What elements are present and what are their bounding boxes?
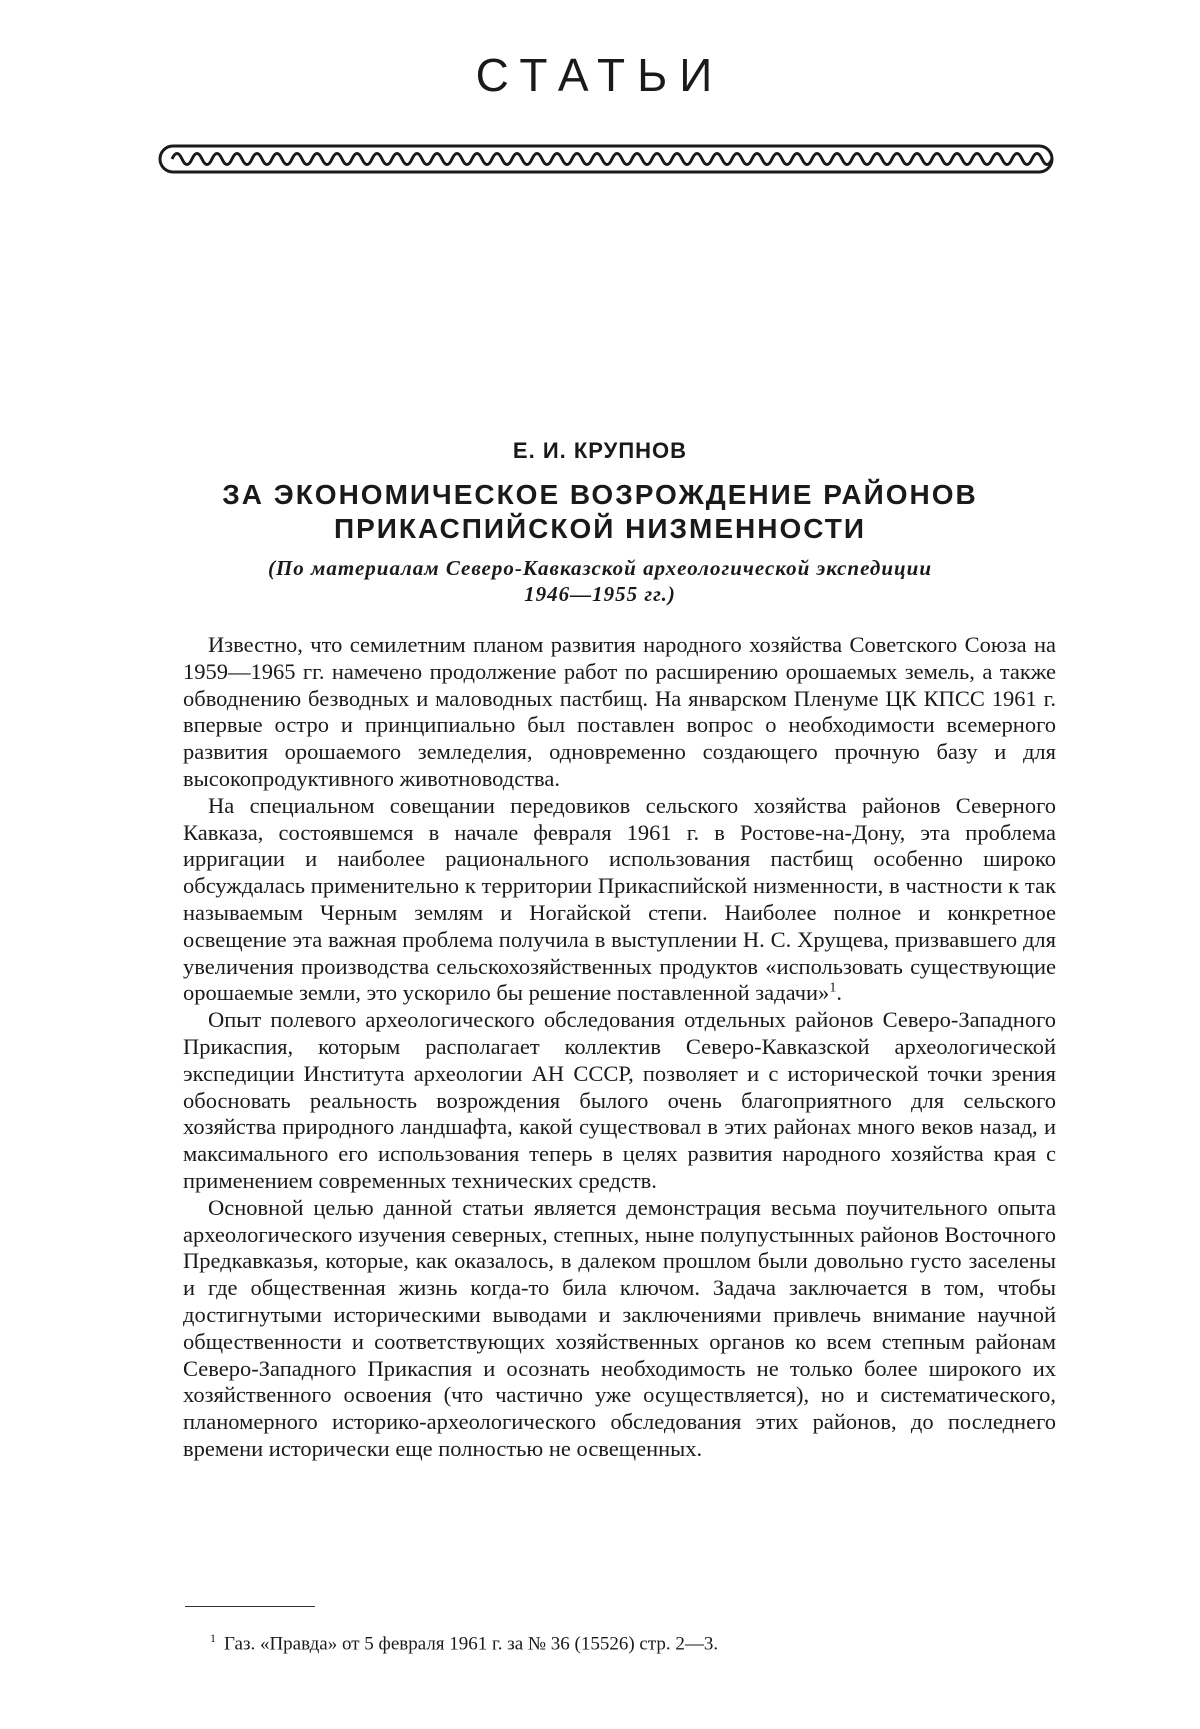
article-title — [0, 478, 1200, 546]
ornamental-divider — [158, 142, 1054, 176]
footnote-separator — [185, 1606, 315, 1607]
footnote-number: 1 — [210, 1631, 216, 1645]
article-author: Е. И. КРУПНОВ — [512, 438, 688, 463]
footnote-reference: 1 — [829, 980, 837, 996]
article-subtitle-line-2: 1946—1955 гг.) — [524, 582, 676, 606]
article-title-line-2: ПРИКАСПИЙСКОЙ НИЗМЕННОСТИ — [334, 513, 866, 544]
paragraph-2: На специальном совещании передовиков сельского хозяйства районов Северного Кавказа, состоявшемся в начале февраля 1961 г. в Ростове-на-Дону, эта проблема ирригации и наиболее рационального использования пастбищ особенно широко обсуждалась применительно к территории Прикаспийской низменности, в частности к так называемым Черным землям и Ногайской степи. Наиболее полное и конкретное освещение эта важная проблема получила в выступлении Н. С. Хрущева, призвавшего для увеличения производства сельскохозяйственных продуктов «использовать существующие орошаемые земли, это ускорило бы решение поставленной задачи»$^1$. — [183, 792, 1056, 1006]
paragraph-3: Опыт полевого археологического обследования отдельных районов Северо-Западного Прикаспия, которым располагает коллектив Северо-Кавказской археологической экспедиции Института археологии АН СССР, позволяет и с исторической точки зрения обосновать реальность возрождения былого очень благоприятного для сельского хозяйства природного ландшафта, какой существовал в этих районах много веков назад, и максимального его использования теперь в целях развития народного хозяйства края с применением современных технических средств. — [183, 1007, 1056, 1193]
article-subtitle-line-1: (По материалам Северо-Кавказской археологической экспедиции — [267, 556, 933, 580]
article-body — [183, 632, 1056, 1463]
footnote-text: Газ. «Правда» от 5 февраля 1961 г. за № 36 (15526) стр. 2—3. — [224, 1633, 719, 1655]
paragraph-2-text: На специальном совещании передовиков сельского хозяйства районов Северного Кавказа, состоявшемся в начале февраля 1961 г. в Ростове-на-Дону, эта проблема ирригации и наиболее рационального использования пастбищ особенно широко обсуждалась применительно к территории Прикаспийской низменности, в частности к так называемым Черным землям и Ногайской степи. Наиболее полное и конкретное освещение эта важная проблема получила в выступлении Н. С. Хрущева, призвавшего для увеличения производства сельскохозяйственных продуктов «использовать существующие орошаемые земли, это ускорило бы решение поставленной задачи» — [183, 792, 1056, 1006]
section-title: СТАТЬИ — [475, 49, 725, 101]
footnote — [210, 1626, 1060, 1656]
article-title-line-1: ЗА ЭКОНОМИЧЕСКОЕ ВОЗРОЖДЕНИЕ РАЙОНОВ — [222, 479, 978, 510]
article-subtitle — [180, 555, 1020, 607]
paragraph-4: Основной целью данной статьи является демонстрация весьма поучительного опыта археологического изучения северных, степных, ныне полупустынных районов Восточного Предкавказья, которые, как оказалось, в далеком прошлом были довольно густо заселены и где общественная жизнь когда-то била ключом. Задача заключается в том, чтобы достигнутыми историческими выводами и заключениями привлечь внимание научной общественности и соответствующих хозяйственных органов ко всем степным районам Северо-Западного Прикаспия и осознать необходимость не только более широкого их хозяйственного освоения (что частично уже осуществляется), но и систематического, планомерного историко-археологического обследования этих районов, до последнего времени исторически еще полностью не освещенных. — [183, 1194, 1056, 1461]
paragraph-1: Известно, что семилетним планом развития народного хозяйства Советского Союза на 1959—1965 гг. намечено продолжение работ по расширению орошаемых земель, а также обводнению безводных и маловодных пастбищ. На январском Пленуме ЦК КПСС 1961 г. впервые остро и принципиально был поставлен вопрос о необходимости всемерного развития орошаемого земледелия, одновременно создающего прочную базу и для высокопродуктивного животноводства. — [183, 632, 1056, 791]
